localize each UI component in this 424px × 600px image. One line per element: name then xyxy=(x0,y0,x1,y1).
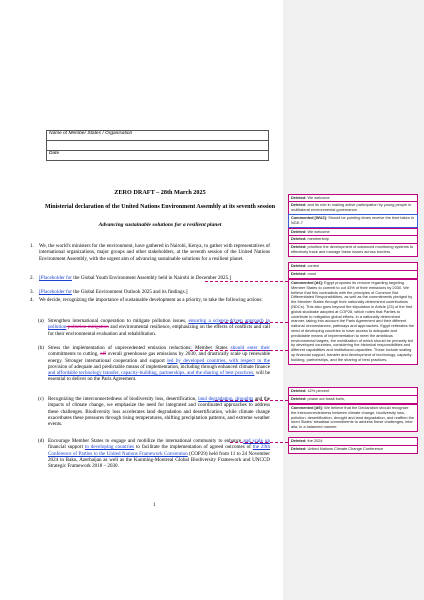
blank-cell[interactable] xyxy=(47,141,269,151)
comment-text: control xyxy=(307,263,320,268)
comment-label: Deleted: xyxy=(291,229,307,234)
insertion[interactable]: land degradation, droughts xyxy=(198,396,254,402)
comment-balloon[interactable] xyxy=(288,214,418,228)
comment-balloon[interactable] xyxy=(288,395,418,404)
date-cell[interactable]: Date xyxy=(47,151,269,161)
paragraph-text: the Global Environment Outlook 2025 and its findings.] xyxy=(71,289,188,295)
comment-label: Deleted: xyxy=(291,396,307,401)
comment-label: Deleted: xyxy=(291,271,307,276)
text-run: and the impacts of climate change, we emphasize the need for integrated and coordinated approaches to address these challenges. Biodiversity loss accelerates land degradation and desertification, while climate change exacerbates these pressures through rising temperatures, shifting precipitation patterns, and extreme weather events. xyxy=(48,396,271,428)
text-run: commitments to cutting, xyxy=(48,351,101,358)
comment-label: Deleted: xyxy=(291,446,307,451)
member-state-header-table xyxy=(46,130,269,161)
comment-text: prioritize the development of advanced monitoring systems to effectively track and manage these issues across borders. xyxy=(291,244,414,254)
insertion[interactable]: and affordable technology transfer, capacity-building, partnerships, and the sharing of best practices, xyxy=(48,370,255,377)
declaration-title: Ministerial declaration of the United Nations Environment Assembly at its seventh session xyxy=(44,204,276,210)
comment-balloon[interactable] xyxy=(288,201,418,215)
comment-balloon[interactable] xyxy=(288,270,418,279)
subparagraph-number: (c) xyxy=(38,396,44,402)
comment-balloon[interactable] xyxy=(288,279,418,365)
paragraph-number: 1. xyxy=(30,243,34,249)
page-number: 1 xyxy=(153,503,156,508)
comment-label: Deleted: xyxy=(291,202,307,207)
comment-text: We welcome xyxy=(307,195,330,200)
comment-balloon[interactable] xyxy=(288,445,418,454)
comment-label: Deleted: xyxy=(291,388,307,393)
paragraph-text: the Global Youth Environment Assembly held in Nairobi in December 2025.] xyxy=(71,275,232,281)
text-run: Encourage Member States to engage and mobilize the international community to enhance xyxy=(48,438,244,444)
comment-text: the 2024 xyxy=(307,438,323,443)
text-run: Strengthen international cooperation to mitigate pollution issues, xyxy=(48,318,189,324)
insertion[interactable]: and scale up xyxy=(243,438,270,444)
paragraph-1[interactable] xyxy=(30,243,270,262)
text-run: will be essential to deliver on the Paris Agreement. xyxy=(48,370,271,383)
draft-title: ZERO DRAFT – 28th March 2025 xyxy=(114,189,206,196)
paragraph-text: We decide, recognizing the importance of sustainable development as a priority, to take the following actions: xyxy=(39,297,263,303)
comment-label: Deleted: xyxy=(291,236,307,241)
text-run: and environmental resilience, emphasizing on the effects of conflicts and call for their environmental evaluation and rehabilitation. xyxy=(48,324,270,337)
comment-text: most xyxy=(307,271,316,276)
comment-leader xyxy=(205,281,288,282)
text-run: overall greenhouse gas emissions by 2030, and drastically scale up renewable energy. Stronger international cooperation and support xyxy=(48,351,271,364)
insertion[interactable]: ensuring a science-driven approach to pollution xyxy=(48,318,270,331)
text-run: (COP29) held from 11 to 24 November 2024 in Baku, Azerbaijan as well as the Kunming-Montreal Global Biodiversity Framework and UNCCD Strategic Framework 2018 – 2030. xyxy=(48,450,270,470)
comment-label: Deleted: xyxy=(291,195,307,200)
paragraph-text: We, the world's ministers for the environment, have gathered in Nairobi, Kenya, to gather with representatives of international organizations, major groups and other stakeholders, at the seventh session of the United Nations Environment Assembly, with the urgent aim of advancing sustainable solutions for a resilient planet. xyxy=(39,243,270,262)
comment-leader xyxy=(230,442,288,443)
paragraph-number: 4. xyxy=(30,297,34,303)
insertion[interactable]: [Placeholder for xyxy=(39,275,72,281)
comment-label: Commented [WU2]: xyxy=(291,215,328,220)
deletion[interactable]: off xyxy=(100,351,107,358)
paragraph-number: 3. xyxy=(30,289,34,295)
paragraph-4[interactable] xyxy=(30,297,270,303)
text-run: financial support xyxy=(48,444,85,451)
subparagraph-number: (d) xyxy=(38,438,44,444)
comment-text: We believe that the Declaration should recognize the interconnectedness between climate change, biodiversity loss, pollution, desertification, drought and land degradation, and reaffirm the need States' steadfast commitments to address these challenges, inter alia, in a balanced manner. xyxy=(291,405,414,430)
insertion[interactable]: to developing countries xyxy=(84,444,135,451)
subparagraph-number: (a) xyxy=(38,318,44,324)
member-state-cell[interactable]: Name of Member States / Organisation xyxy=(47,131,269,141)
deletion[interactable]: pollution mitigation xyxy=(66,324,109,331)
text-run: provision of adequate and predictable means of implementation, including through enhanced climate finance xyxy=(48,363,270,370)
insertion[interactable]: [Placeholder for xyxy=(39,289,72,295)
paragraph-3[interactable] xyxy=(30,289,270,295)
comment-text: Should be pointing times receive the time taken in NGE-7 xyxy=(291,215,415,225)
subparagraph-a[interactable] xyxy=(38,318,270,337)
insertion[interactable]: should enter their xyxy=(230,345,270,351)
comment-balloon[interactable] xyxy=(288,404,418,432)
subparagraph-number: (b) xyxy=(38,345,44,351)
comment-text: phase out fossil fuels, xyxy=(307,396,345,401)
comment-label: Deleted: xyxy=(291,263,307,268)
comment-text: United Nations Climate Change Conference xyxy=(307,446,384,451)
insertion[interactable]: the 29th Conference of Parties to the United Nations Framework Convention xyxy=(48,444,270,457)
paragraph-number: 2. xyxy=(30,275,34,281)
comment-leader xyxy=(215,400,288,401)
comment-text: and its role in making active participation by young people in multilateral environmental governance. xyxy=(291,202,412,212)
comment-balloon[interactable] xyxy=(288,243,418,257)
comment-label: Commented [d4]: xyxy=(291,280,323,285)
text-run: Recognizing the interconnectedness of biodiversity loss, desertification, xyxy=(48,396,199,402)
comment-label: Commented [d5]: xyxy=(291,405,323,410)
comment-text: 42% percent xyxy=(307,388,330,393)
comment-text: We welcome xyxy=(307,229,330,234)
text-run: Stress the implementation of unprecedented emission reductions: Member States xyxy=(48,345,231,351)
comment-leader xyxy=(190,350,288,351)
comment-label: Deleted: xyxy=(291,244,307,249)
insertion[interactable]: led by developed countries, with respect to the xyxy=(167,357,270,364)
comment-leader xyxy=(220,322,288,323)
text-run: to facilitate the implementation of agreed outcomes of xyxy=(134,444,253,451)
comment-text: Egypt proposes its remove regarding targeting Member States to commit to cut 43% of their emissions by 2030. We believe that this contradicts with the principles of Common But Differentiated Responsibilities, as well as the commitments pledged by the Member States through their nationally determined contributions (NDCs). This also goes beyond the stipulation in Article (23) of the first global stocktake adopted at COP28, which notes that Parties to contribute to mitigation global efforts, in a nationally determined manner, taking into account the Paris Agreement and their different national circumstances, pathways and approaches. Egypt reiterates the need of developing countries to have access to adequate and predictable means of implementation to meet the ambitious environmental targets, the mobilization of which should be primarily led by developed countries, considering the historical responsibilities and different capabilities and institutional capacities. These include scaling up financial support, transfer and development of technology, capacity-building, partnerships, and the sharing of best practices. xyxy=(291,280,415,362)
comment-label: Deleted: xyxy=(291,438,307,443)
comment-text: membership xyxy=(307,236,329,241)
declaration-subtitle: Advancing sustainable solutions for a resilient planet xyxy=(98,222,222,228)
